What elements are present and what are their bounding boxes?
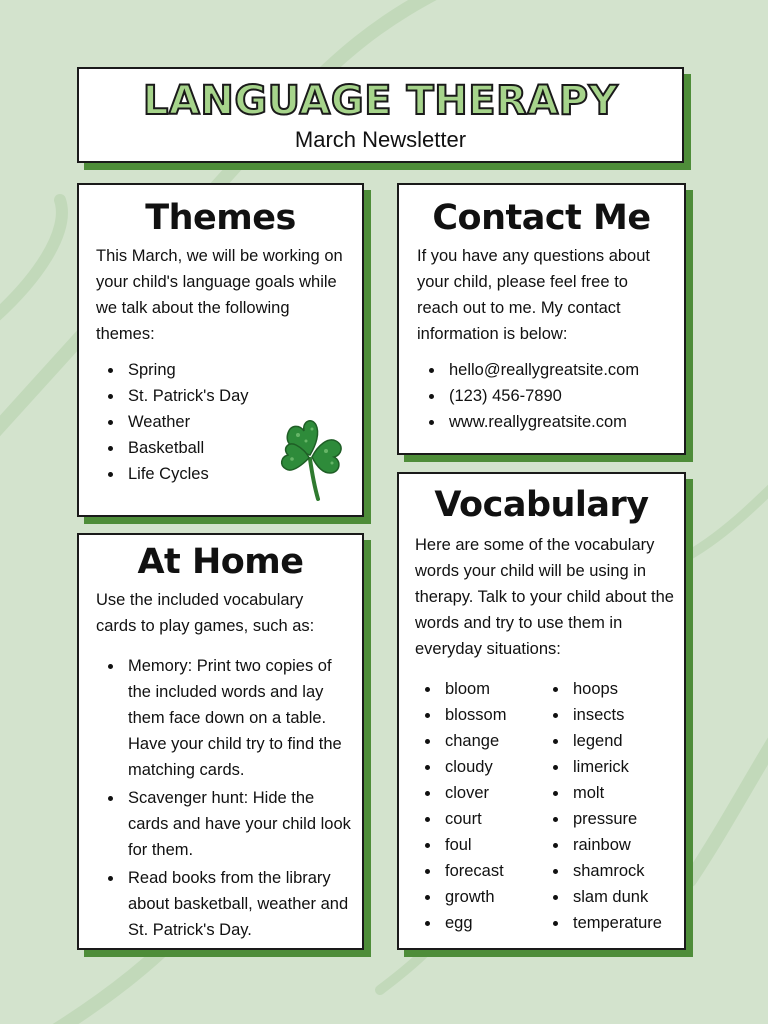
- newsletter-header: [77, 67, 684, 163]
- list-item: Weather: [96, 409, 362, 435]
- contact-phone[interactable]: (123) 456-7890: [417, 383, 684, 409]
- vocabulary-columns: [415, 676, 684, 936]
- list-item: clover: [415, 780, 543, 806]
- contact-card: [397, 183, 686, 455]
- vocabulary-column-1: [415, 676, 543, 936]
- list-item: Life Cycles: [96, 461, 362, 487]
- list-item: court: [415, 806, 543, 832]
- contact-list: [417, 357, 684, 435]
- themes-heading: Themes: [145, 198, 296, 238]
- list-item: Memory: Print two copies of the included words and lay them face down on a table. Have your child try to find the matching cards.: [96, 653, 352, 783]
- list-item: forecast: [415, 858, 543, 884]
- page-subtitle: March Newsletter: [294, 127, 467, 152]
- at-home-list: [96, 653, 352, 943]
- list-item: limerick: [543, 754, 671, 780]
- list-item: Scavenger hunt: Hide the cards and have your child look for them.: [96, 785, 352, 863]
- list-item: egg: [415, 910, 543, 936]
- list-item: hoops: [543, 676, 671, 702]
- list-item: Spring: [96, 357, 362, 383]
- list-item: molt: [543, 780, 671, 806]
- contact-website[interactable]: www.reallygreatsite.com: [417, 409, 684, 435]
- at-home-heading: At Home: [137, 542, 304, 582]
- contact-email[interactable]: hello@reallygreatsite.com: [417, 357, 684, 383]
- list-item: shamrock: [543, 858, 671, 884]
- list-item: insects: [543, 702, 671, 728]
- list-item: foul: [415, 832, 543, 858]
- list-item: St. Patrick's Day: [96, 383, 362, 409]
- list-item: rainbow: [543, 832, 671, 858]
- list-item: growth: [415, 884, 543, 910]
- list-item: pressure: [543, 806, 671, 832]
- list-item: change: [415, 728, 543, 754]
- contact-heading: Contact Me: [432, 198, 651, 238]
- vocabulary-intro: Here are some of the vocabulary words your child will be using in therapy. Talk to your child about the words and try to use them in everyday situations:: [415, 536, 674, 658]
- contact-intro: If you have any questions about your child, please feel free to reach out to me. My contact information is below:: [417, 247, 650, 343]
- at-home-intro: Use the included vocabulary cards to play games, such as:: [96, 591, 315, 635]
- list-item: blossom: [415, 702, 543, 728]
- list-item: Read books from the library about basketball, weather and St. Patrick's Day.: [96, 865, 352, 943]
- shamrock-icon: [278, 415, 346, 501]
- vocabulary-heading: Vocabulary: [434, 485, 649, 525]
- page-title: LANGUAGE THERAPY: [142, 78, 619, 124]
- list-item: Basketball: [96, 435, 362, 461]
- list-item: legend: [543, 728, 671, 754]
- vocabulary-card: [397, 472, 686, 950]
- themes-intro: This March, we will be working on your child's language goals while we talk about the following themes:: [96, 247, 343, 343]
- list-item: cloudy: [415, 754, 543, 780]
- list-item: temperature: [543, 910, 671, 936]
- list-item: slam dunk: [543, 884, 671, 910]
- at-home-card: [77, 533, 364, 950]
- vocabulary-column-2: [543, 676, 671, 936]
- list-item: bloom: [415, 676, 543, 702]
